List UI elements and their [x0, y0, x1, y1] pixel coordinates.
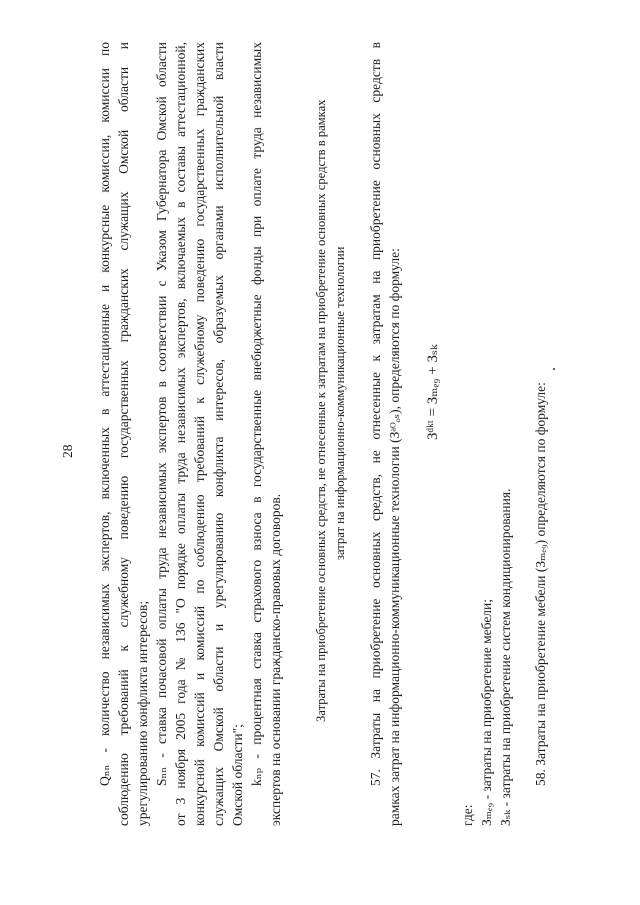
- text-line: Омской области";: [230, 724, 245, 826]
- text-line: Qₙₙ - количество независимых экспертов, включенных в аттестационные и конкурсные комиссии, комиссии по: [97, 42, 112, 786]
- page-number: 28: [60, 444, 75, 458]
- text-line: соблюдению требований к служебному поведению государственных гражданских служащих Омской области и: [116, 42, 131, 826]
- section-heading: Затраты на приобретение основных средств, не отнесенные к затратам на приобретение основных средств в рамках: [314, 99, 328, 722]
- stray-dot: [553, 368, 555, 370]
- text-line: урегулированию конфликта интересов;: [135, 600, 150, 826]
- text-line: Sₙₙ - ставка почасовой оплаты труда независимых экспертов в соответствии с Указом Губернатора Омской области: [154, 42, 169, 786]
- text-line: 57. Затраты на приобретение основных средств, не отнесенные к затратам на приобретение основных средств в: [368, 42, 383, 786]
- text-line: от 3 ноября 2005 года № 136 "О порядке оплаты труда независимых экспертов, включаемых в составы аттестационной,: [173, 42, 188, 826]
- where-label: где:: [460, 804, 475, 826]
- definition-line: Зₘₑ₉ - затраты на приобретение мебели;: [479, 598, 494, 826]
- text-line: kₙₚ - процентная ставка страхового взноса в государственные внебюджетные фонды при оплате труда независимых: [249, 42, 264, 786]
- formula: Зᵈᵏᵗ = Зₘₑ₉ + Зₛₖ: [425, 344, 441, 440]
- text-line: экспертов на основании гражданско-правовых договоров.: [268, 493, 283, 826]
- rotated-content: [40, 30, 600, 870]
- section-heading: затрат на информационно-коммуникационные технологии: [333, 246, 347, 560]
- text-line: служащих Омской области и урегулированию конфликта интересов, образуемых органами исполнительной власти: [211, 42, 226, 826]
- text-line: 58. Затраты на приобретение мебели (Зₘₑ₉) определяются по формуле:: [533, 382, 548, 786]
- definition-line: Зₛₖ - затраты на приобретение систем кондиционирования.: [498, 488, 513, 826]
- text-line: рамках затрат на информационно-коммуникационные технологии (Зᵃᴼₒₛ), определяются по формуле:: [387, 248, 402, 826]
- text-line: конкурсной комиссий и комиссий по соблюдению требований к служебному поведению государственных гражданских: [192, 42, 207, 826]
